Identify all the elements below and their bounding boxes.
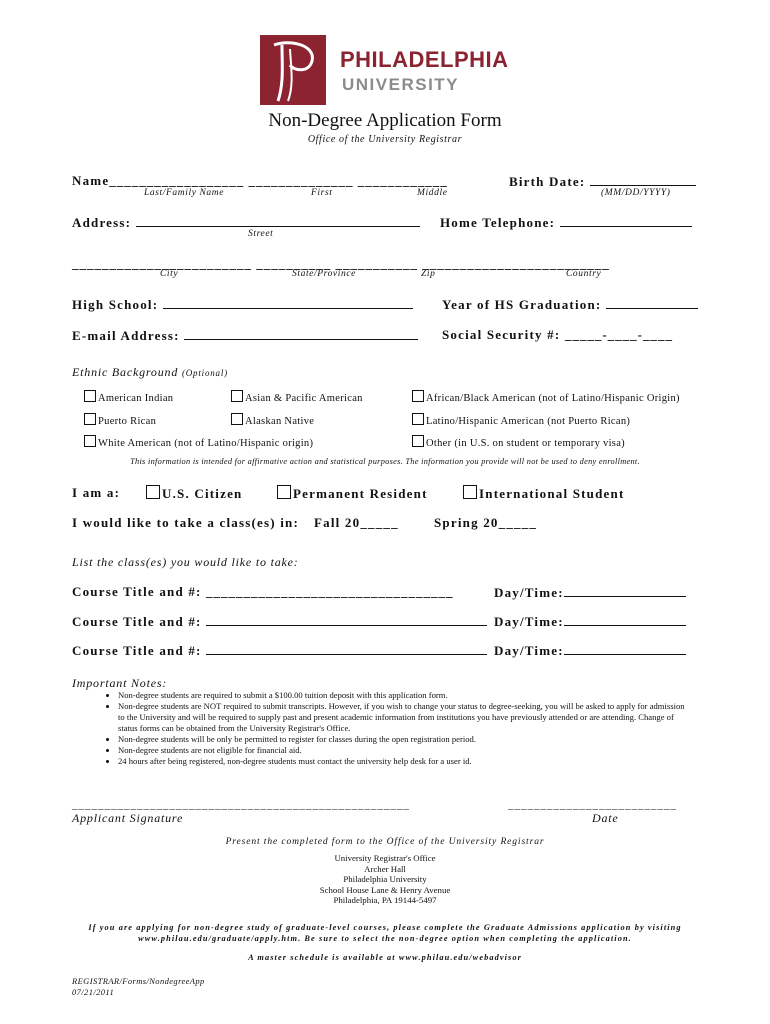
ethnic-option[interactable]: Asian & Pacific American	[231, 390, 363, 404]
ssn-field[interactable]: _____-____-____	[564, 327, 673, 342]
ethnic-heading: Ethnic Background	[72, 365, 179, 379]
daytime-row-1	[494, 584, 686, 601]
note-item: • Non-degree students are required to submit a $100.00 tuition deposit with this application form.	[118, 690, 692, 701]
name-field[interactable]: __________________ ______________ ____________	[109, 173, 448, 188]
ethnic-option[interactable]: Latino/Hispanic American (not Puerto Rican)	[412, 413, 630, 427]
checkbox-icon[interactable]	[84, 390, 96, 402]
address-line: School House Lane & Henry Avenue	[319, 884, 451, 895]
checkbox-icon[interactable]	[146, 485, 160, 499]
checkbox-icon[interactable]	[412, 435, 424, 447]
course-label: Course Title and #:	[72, 584, 202, 599]
signature-field[interactable]: ____________________________________________________	[72, 799, 410, 811]
birth-date-field[interactable]	[590, 173, 696, 186]
caption-country: Country	[566, 269, 602, 279]
logo-line-2: UNIVERSITY	[342, 75, 460, 94]
course-field[interactable]	[206, 642, 487, 655]
home-telephone-label: Home Telephone:	[440, 215, 556, 230]
home-telephone-field[interactable]	[560, 214, 692, 227]
caption-last-name: Last/Family Name	[144, 188, 225, 198]
form-code-date: 07/21/2011	[72, 987, 115, 997]
caption-state: State/Province	[292, 269, 356, 279]
address-line: Archer Hall	[364, 863, 406, 874]
university-logo	[260, 35, 510, 105]
page-subtitle: Office of the University Registrar	[307, 134, 463, 145]
logo-line-1: PHILADELPHIA	[340, 47, 509, 72]
hs-graduation-row	[442, 296, 698, 313]
daytime-label: Day/Time:	[494, 585, 564, 600]
daytime-row-2	[494, 613, 686, 630]
caption-date-format: (MM/DD/YYYY)	[601, 188, 671, 198]
course-field[interactable]	[206, 613, 487, 626]
notes-list	[72, 690, 692, 767]
city-state-zip-country-field[interactable]: ________________________ __________ ___________ _________________________	[72, 256, 610, 271]
caption-middle-name: Middle	[417, 188, 448, 198]
date-label: Date	[592, 811, 619, 825]
caption-first-name: First	[311, 188, 333, 198]
daytime-label: Day/Time:	[494, 614, 564, 629]
note-item: • 24 hours after being registered, non-degree students must contact the university help desk for a user id.	[118, 756, 692, 767]
applicant-signature-label: Applicant Signature	[72, 811, 184, 825]
ethnic-heading-row	[72, 365, 228, 380]
classes-heading: List the class(es) you would like to take:	[72, 555, 299, 569]
caption-city: City	[160, 269, 179, 279]
checkbox-icon[interactable]	[231, 390, 243, 402]
note-item: • Non-degree students are NOT required to submit transcripts. However, if you wish to change your status to degree-seeking, you will be asked to apply for admission to the University and will be required to supply past and present academic information from institutions you have previously attended or are attending. Change of status forms can be obtained from the University Registrar's Office.	[118, 701, 692, 734]
ethnic-option[interactable]: White American (not of Latino/Hispanic origin)	[84, 435, 313, 449]
ethnic-option[interactable]: African/Black American (not of Latino/Hispanic Origin)	[412, 390, 680, 404]
page-title: Non-Degree Application Form	[268, 110, 502, 131]
note-item: • Non-degree students will be only be permitted to register for classes during the open registration period.	[118, 734, 692, 745]
fall-term-field[interactable]: Fall 20_____	[314, 515, 399, 530]
course-label: Course Title and #:	[72, 614, 202, 629]
course-field[interactable]: _________________________________	[206, 584, 454, 599]
graduate-note-line-2: www.philau.edu/graduate/apply.htm. Be sure to select the non-degree option when completing the application.	[138, 934, 632, 943]
course-row-3	[72, 642, 487, 659]
notes-heading: Important Notes:	[72, 676, 168, 690]
ethnic-option[interactable]: Alaskan Native	[231, 413, 314, 427]
hs-graduation-field[interactable]	[606, 296, 698, 309]
checkbox-icon[interactable]	[463, 485, 477, 499]
daytime-label: Day/Time:	[494, 643, 564, 658]
high-school-row	[72, 296, 413, 313]
ethnic-option[interactable]: American Indian	[84, 390, 173, 404]
form-code-line: REGISTRAR/Forms/NondegreeApp	[72, 976, 205, 986]
email-row	[72, 327, 418, 344]
registrar-address	[0, 853, 770, 906]
caption-zip: Zip	[421, 269, 436, 279]
address-row	[72, 214, 420, 231]
name-label: Name	[72, 173, 110, 188]
address-line: Philadelphia University	[343, 874, 427, 885]
terms-label: I would like to take a class(es) in:	[72, 515, 300, 530]
high-school-field[interactable]	[163, 296, 413, 309]
caption-street: Street	[248, 229, 274, 239]
course-row-2	[72, 613, 487, 630]
birth-date-label: Birth Date:	[509, 174, 586, 189]
form-code	[72, 976, 205, 998]
ethnic-option[interactable]: Other (in U.S. on student or temporary visa)	[412, 435, 625, 449]
note-item: • Non-degree students are not eligible for financial aid.	[118, 745, 692, 756]
home-telephone-row	[440, 214, 692, 231]
checkbox-icon[interactable]	[277, 485, 291, 499]
ssn-row	[442, 327, 673, 343]
present-form-note: Present the completed form to the Office of the University Registrar	[225, 837, 545, 847]
daytime-row-3	[494, 642, 686, 659]
status-label: I am a:	[72, 485, 121, 500]
checkbox-icon[interactable]	[412, 390, 424, 402]
date-field[interactable]: __________________________	[508, 799, 677, 811]
checkbox-icon[interactable]	[231, 413, 243, 425]
hs-graduation-label: Year of HS Graduation:	[442, 297, 602, 312]
status-option-us-citizen[interactable]: U.S. Citizen	[146, 485, 242, 502]
course-label: Course Title and #:	[72, 643, 202, 658]
spring-term-field[interactable]: Spring 20_____	[434, 515, 538, 530]
checkbox-icon[interactable]	[412, 413, 424, 425]
address-label: Address:	[72, 215, 132, 230]
course-row-1	[72, 584, 454, 600]
logo-mark-icon	[260, 35, 326, 105]
ethnic-optional: (Optional)	[181, 368, 228, 378]
address-line: University Registrar's Office	[334, 853, 436, 863]
ethnic-option[interactable]: Puerto Rican	[84, 413, 156, 427]
address-field[interactable]	[136, 214, 420, 227]
high-school-label: High School:	[72, 297, 159, 312]
daytime-field[interactable]	[564, 613, 686, 626]
daytime-field[interactable]	[564, 584, 686, 597]
address-line: Philadelphia, PA 19144-5497	[333, 895, 437, 906]
email-field[interactable]	[184, 327, 418, 340]
email-label: E-mail Address:	[72, 328, 180, 343]
status-option-international-student[interactable]: International Student	[463, 485, 624, 502]
checkbox-icon[interactable]	[84, 413, 96, 425]
ssn-label: Social Security #:	[442, 327, 561, 342]
daytime-field[interactable]	[564, 642, 686, 655]
schedule-note: A master schedule is available at www.philau.edu/webadvisor	[248, 953, 522, 962]
graduate-note-line-1: If you are applying for non-degree study of graduate-level courses, please complete the Graduate Admissions application by visiting	[88, 923, 682, 932]
status-option-permanent-resident[interactable]: Permanent Resident	[277, 485, 428, 502]
ethnic-disclaimer: This information is intended for affirmative action and statistical purposes. The information you provide will not be used to deny enrollment.	[130, 457, 640, 466]
checkbox-icon[interactable]	[84, 435, 96, 447]
name-row	[72, 173, 448, 189]
